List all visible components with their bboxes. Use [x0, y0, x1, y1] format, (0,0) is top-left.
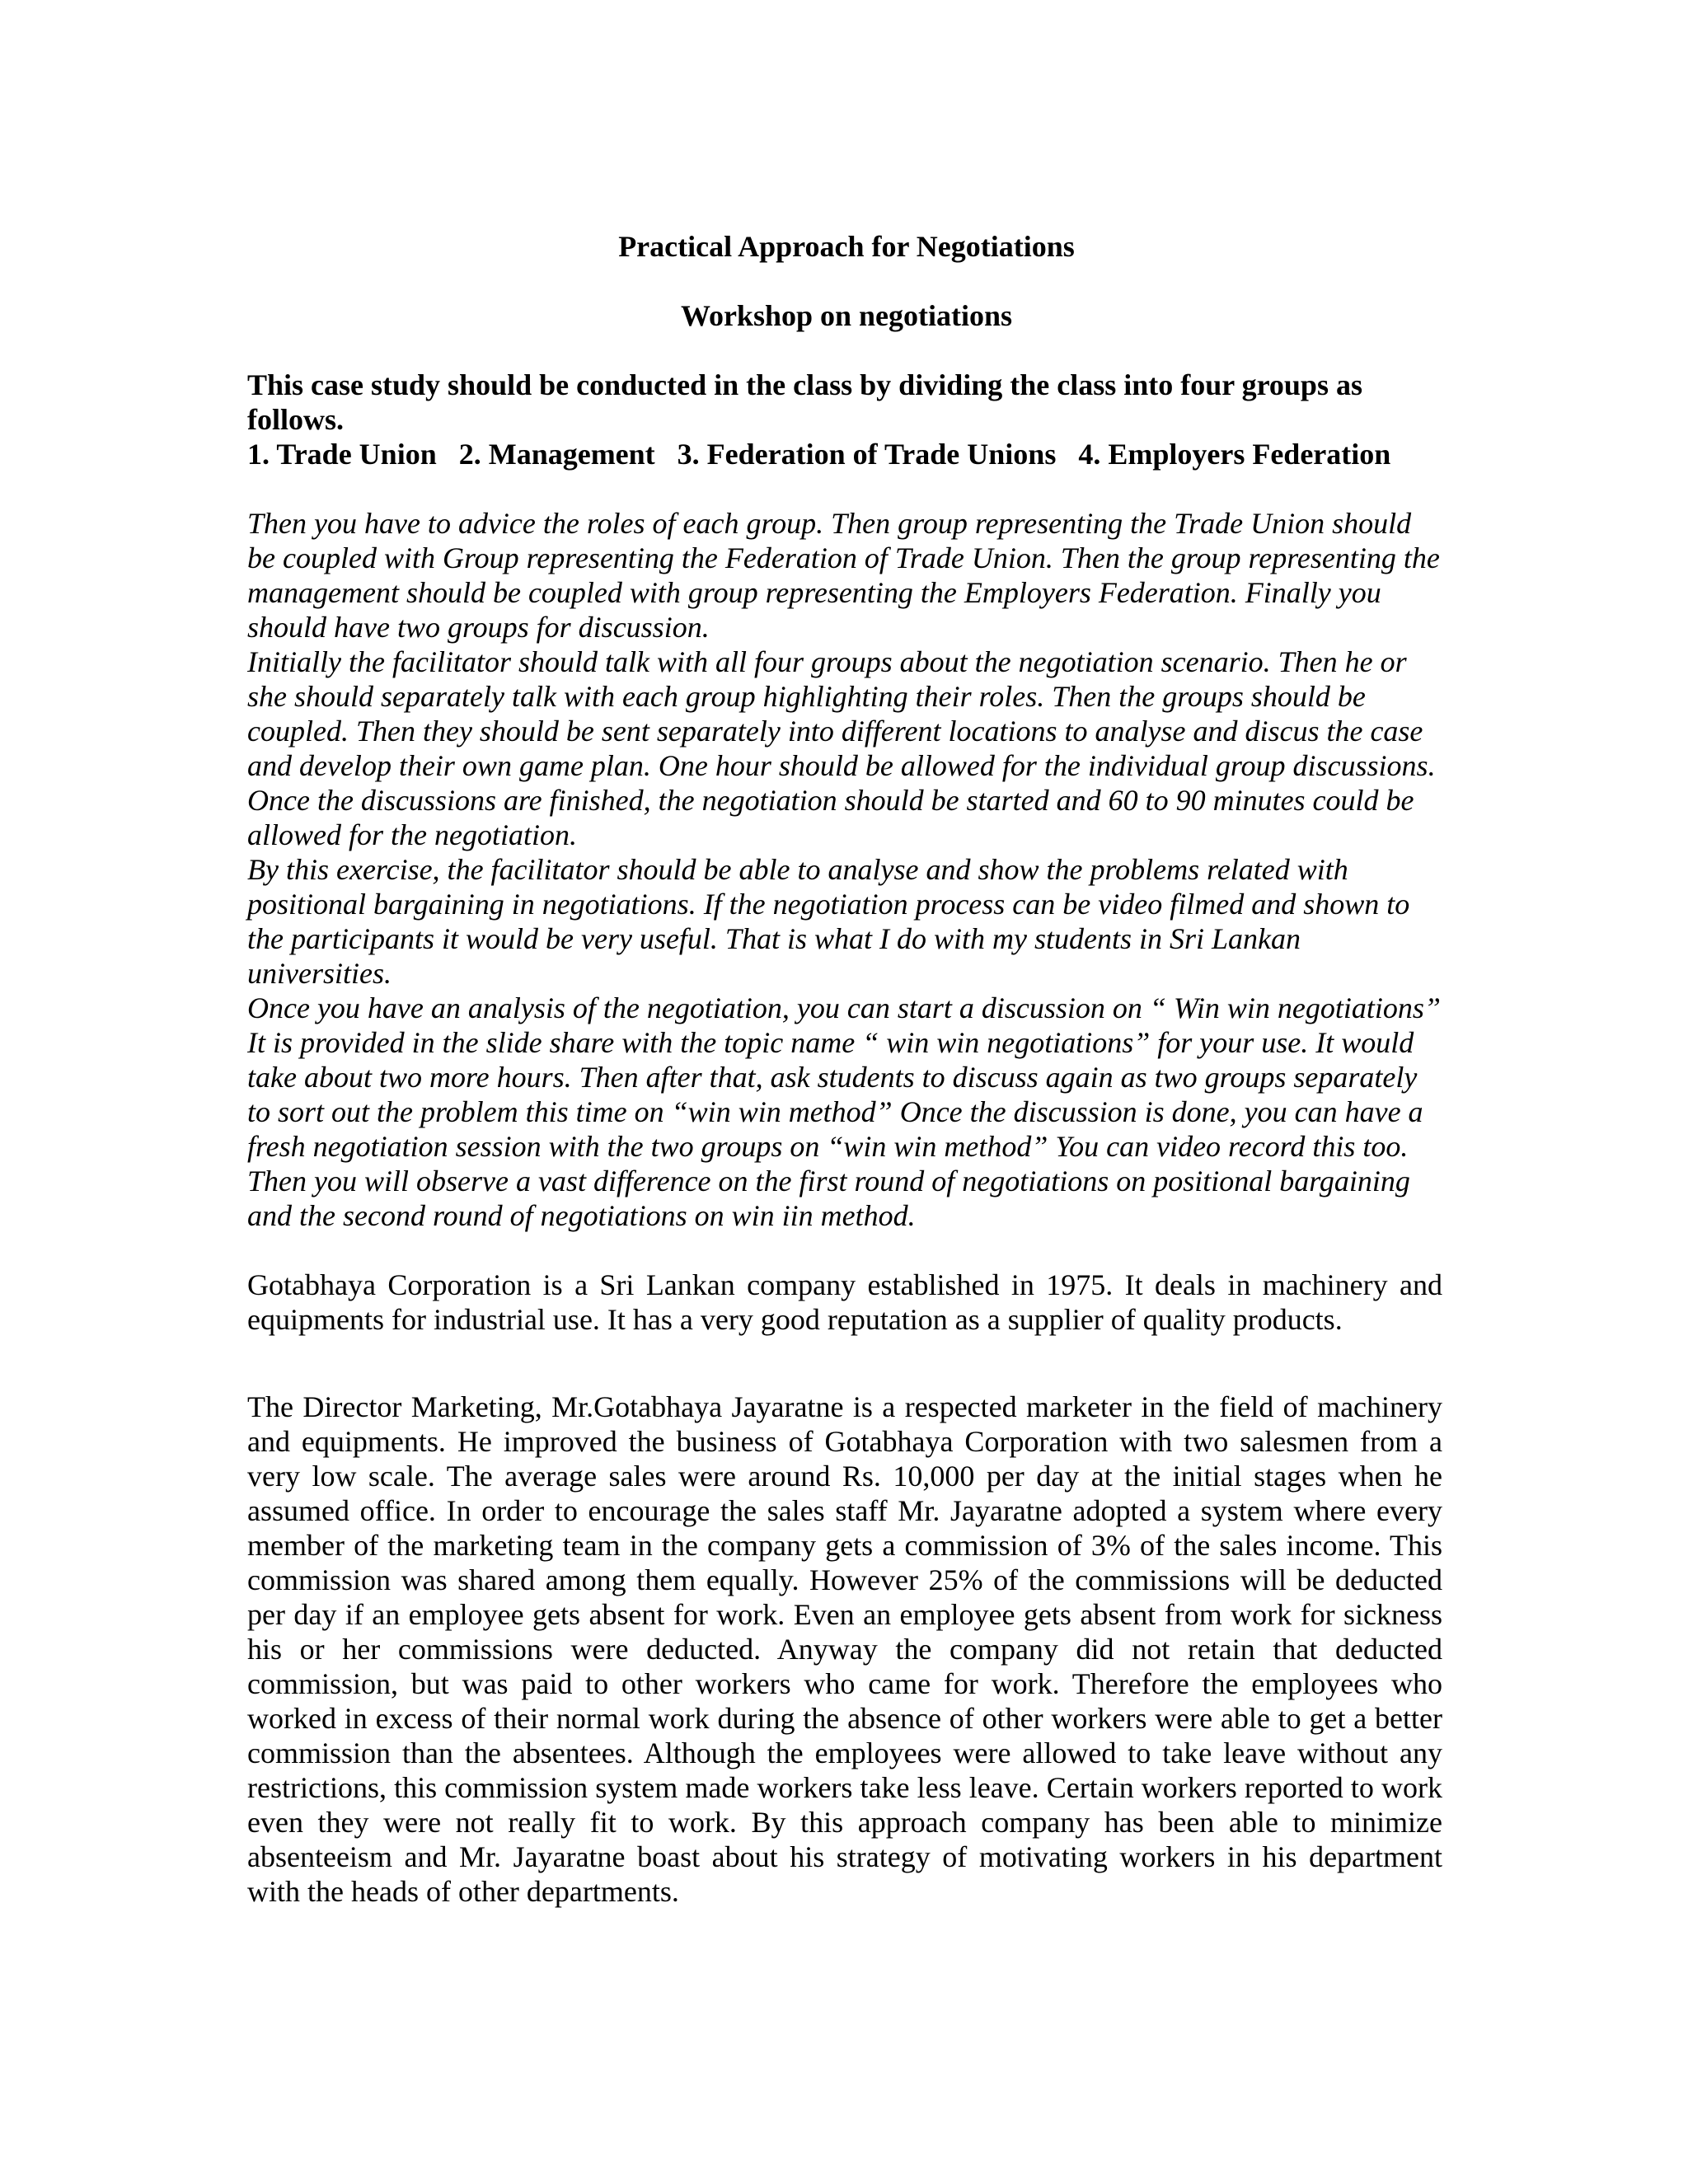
instruction-paragraph: Initially the facilitator should talk with all four groups about the negotiation scenario. Then he or she should separately talk with each group highlighting their roles. Then the groups should be coupled. Then they should be sent separately into different locations to analyse and discus the case and develop their own game plan. One hour should be allowed for the individual group discussions. Once the discussions are finished, the negotiation should be started and 60 to 90 minutes could be allowed for the negotiation. — [247, 645, 1436, 851]
instructions-section — [247, 506, 1442, 1233]
groups-list: 1. Trade Union 2. Management 3. Federation of Trade Unions 4. Employers Federation — [247, 438, 1391, 471]
document-title: Practical Approach for Negotiations — [618, 230, 1075, 263]
instruction-paragraph: Once you have an analysis of the negotiation, you can start a discussion on “ Win win negotiations” It is provided in the slide share with the topic name “ win win negotiations” for your use. It would take about two more hours. Then after that, ask students to discuss again as two groups separately to sort out the problem this time on “win win method” Once the discussion is done, you can have a fresh negotiation session with the two groups on “win win method” You can video record this too. Then you will observe a vast difference on the first round of negotiations on positional bargaining and the second round of negotiations on win iin method. — [247, 991, 1441, 1232]
document-subtitle: Workshop on negotiations — [680, 299, 1013, 332]
document-body — [247, 229, 1442, 1909]
intro-paragraph: This case study should be conducted in the class by dividing the class into four groups as follows. — [247, 368, 1362, 436]
instruction-paragraph: Then you have to advice the roles of each group. Then group representing the Trade Union should be coupled with Group representing the Federation of Trade Union. Then the group representing the management should be coupled with group representing the Employers Federation. Finally you should have two groups for discussion. — [247, 507, 1440, 644]
instruction-paragraph: By this exercise, the facilitator should be able to analyse and show the problems related with positional bargaining in negotiations. If the negotiation process can be video filmed and shown to the participants it would be very useful. That is what I do with my students in Sri Lankan universities. — [247, 853, 1410, 990]
case-paragraph: The Director Marketing, Mr.Gotabhaya Jayaratne is a respected marketer in the field of machinery and equipments. He improved the business of Gotabhaya Corporation with two salesmen from a very low scale. The average sales were around Rs. 10,000 per day at the initial stages when he assumed office. In order to encourage the sales staff Mr. Jayaratne adopted a system where every member of the marketing team in the company gets a commission of 3% of the sales income. This commission was shared among them equally. However 25% of the commissions will be deducted per day if an employee gets absent for work. Even an employee gets absent from work for sickness his or her commissions were deducted. Anyway the company did not retain that deducted commission, but was paid to other workers who came for work. Therefore the employees who worked in excess of their normal work during the absence of other workers were able to get a better commission than the absentees. Although the employees were allowed to take leave without any restrictions, this commission system made workers take less leave. Certain workers reported to work even they were not really fit to work. By this approach company has been able to minimize absenteeism and Mr. Jayaratne boast about his strategy of motivating workers in his department with the heads of other departments. — [247, 1390, 1442, 1908]
case-paragraph: Gotabhaya Corporation is a Sri Lankan company established in 1975. It deals in machinery and equipments for industrial use. It has a very good reputation as a supplier of quality products. — [247, 1268, 1442, 1336]
